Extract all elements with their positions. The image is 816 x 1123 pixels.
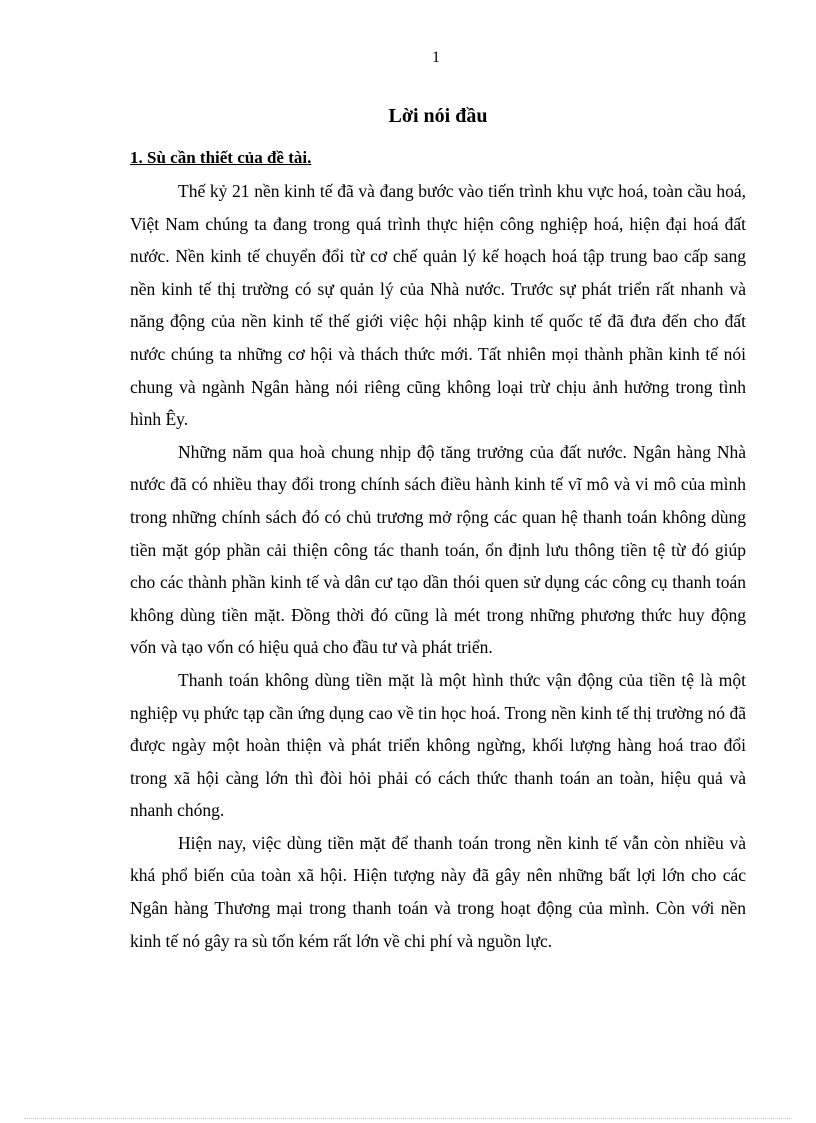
page-bottom-divider bbox=[24, 1118, 792, 1119]
document-body bbox=[130, 175, 746, 957]
document-title: Lời nói đầu bbox=[388, 105, 488, 127]
section-heading: 1. Sù cần thiết của đề tài. bbox=[130, 148, 312, 167]
paragraph: Hiện nay, việc dùng tiền mặt để thanh toán trong nền kinh tế vẫn còn nhiều và khá phổ biến của toàn xã hội. Hiện tượng này đã gây nên những bất lợi lớn cho các Ngân hàng Thương mại trong thanh toán và trong hoạt động của mình. Còn với nền kinh tế nó gây ra sù tốn kém rất lớn về chi phí và nguồn lực. bbox=[130, 832, 746, 951]
page-number: 1 bbox=[432, 49, 440, 66]
paragraph: Thanh toán không dùng tiền mặt là một hình thức vận động của tiền tệ là một nghiệp vụ phức tạp cần ứng dụng cao về tin học hoá. Trong nền kinh tế thị trường nó đã được ngày một hoàn thiện và phát triển không ngừng, khối lượng hàng hoá trao đổi trong xã hội càng lớn thì đòi hỏi phải có cách thức thanh toán an toàn, hiệu quả và nhanh chóng. bbox=[130, 669, 746, 821]
paragraph: Những năm qua hoà chung nhịp độ tăng trưởng của đất nước. Ngân hàng Nhà nước đã có nhiều thay đổi trong chính sách điều hành kinh tế vĩ mô và vi mô của mình trong những chính sách đó có chủ trương mở rộng các quan hệ thanh toán không dùng tiền mặt góp phần cải thiện công tác thanh toán, ổn định lưu thông tiền tệ từ đó giúp cho các thành phần kinh tế và dân cư tạo dần thói quen sử dụng các công cụ thanh toán không dùng tiền mặt. Đồng thời đó cũng là mét trong những phương thức huy động vốn và tạo vốn có hiệu quả cho đầu tư và phát triển. bbox=[130, 441, 746, 658]
paragraph: Thế kỷ 21 nền kinh tế đã và đang bước vào tiến trình khu vực hoá, toàn cầu hoá, Việt Nam chúng ta đang trong quá trình thực hiện công nghiệp hoá, hiện đại hoá đất nước. Nền kinh tế chuyển đổi từ cơ chế quản lý kế hoạch hoá tập trung bao cấp sang nền kinh tế thị trường có sự quản lý của Nhà nước. Trước sự phát triển rất nhanh và năng động của nền kinh tế thế giới việc hội nhập kinh tế quốc tế đã đưa đến cho đất nước chúng ta những cơ hội và thách thức mới. Tất nhiên mọi thành phần kinh tế nói chung và ngành Ngân hàng nói riêng cũng không loại trừ chịu ảnh hưởng trong tình hình Êy. bbox=[130, 181, 746, 430]
